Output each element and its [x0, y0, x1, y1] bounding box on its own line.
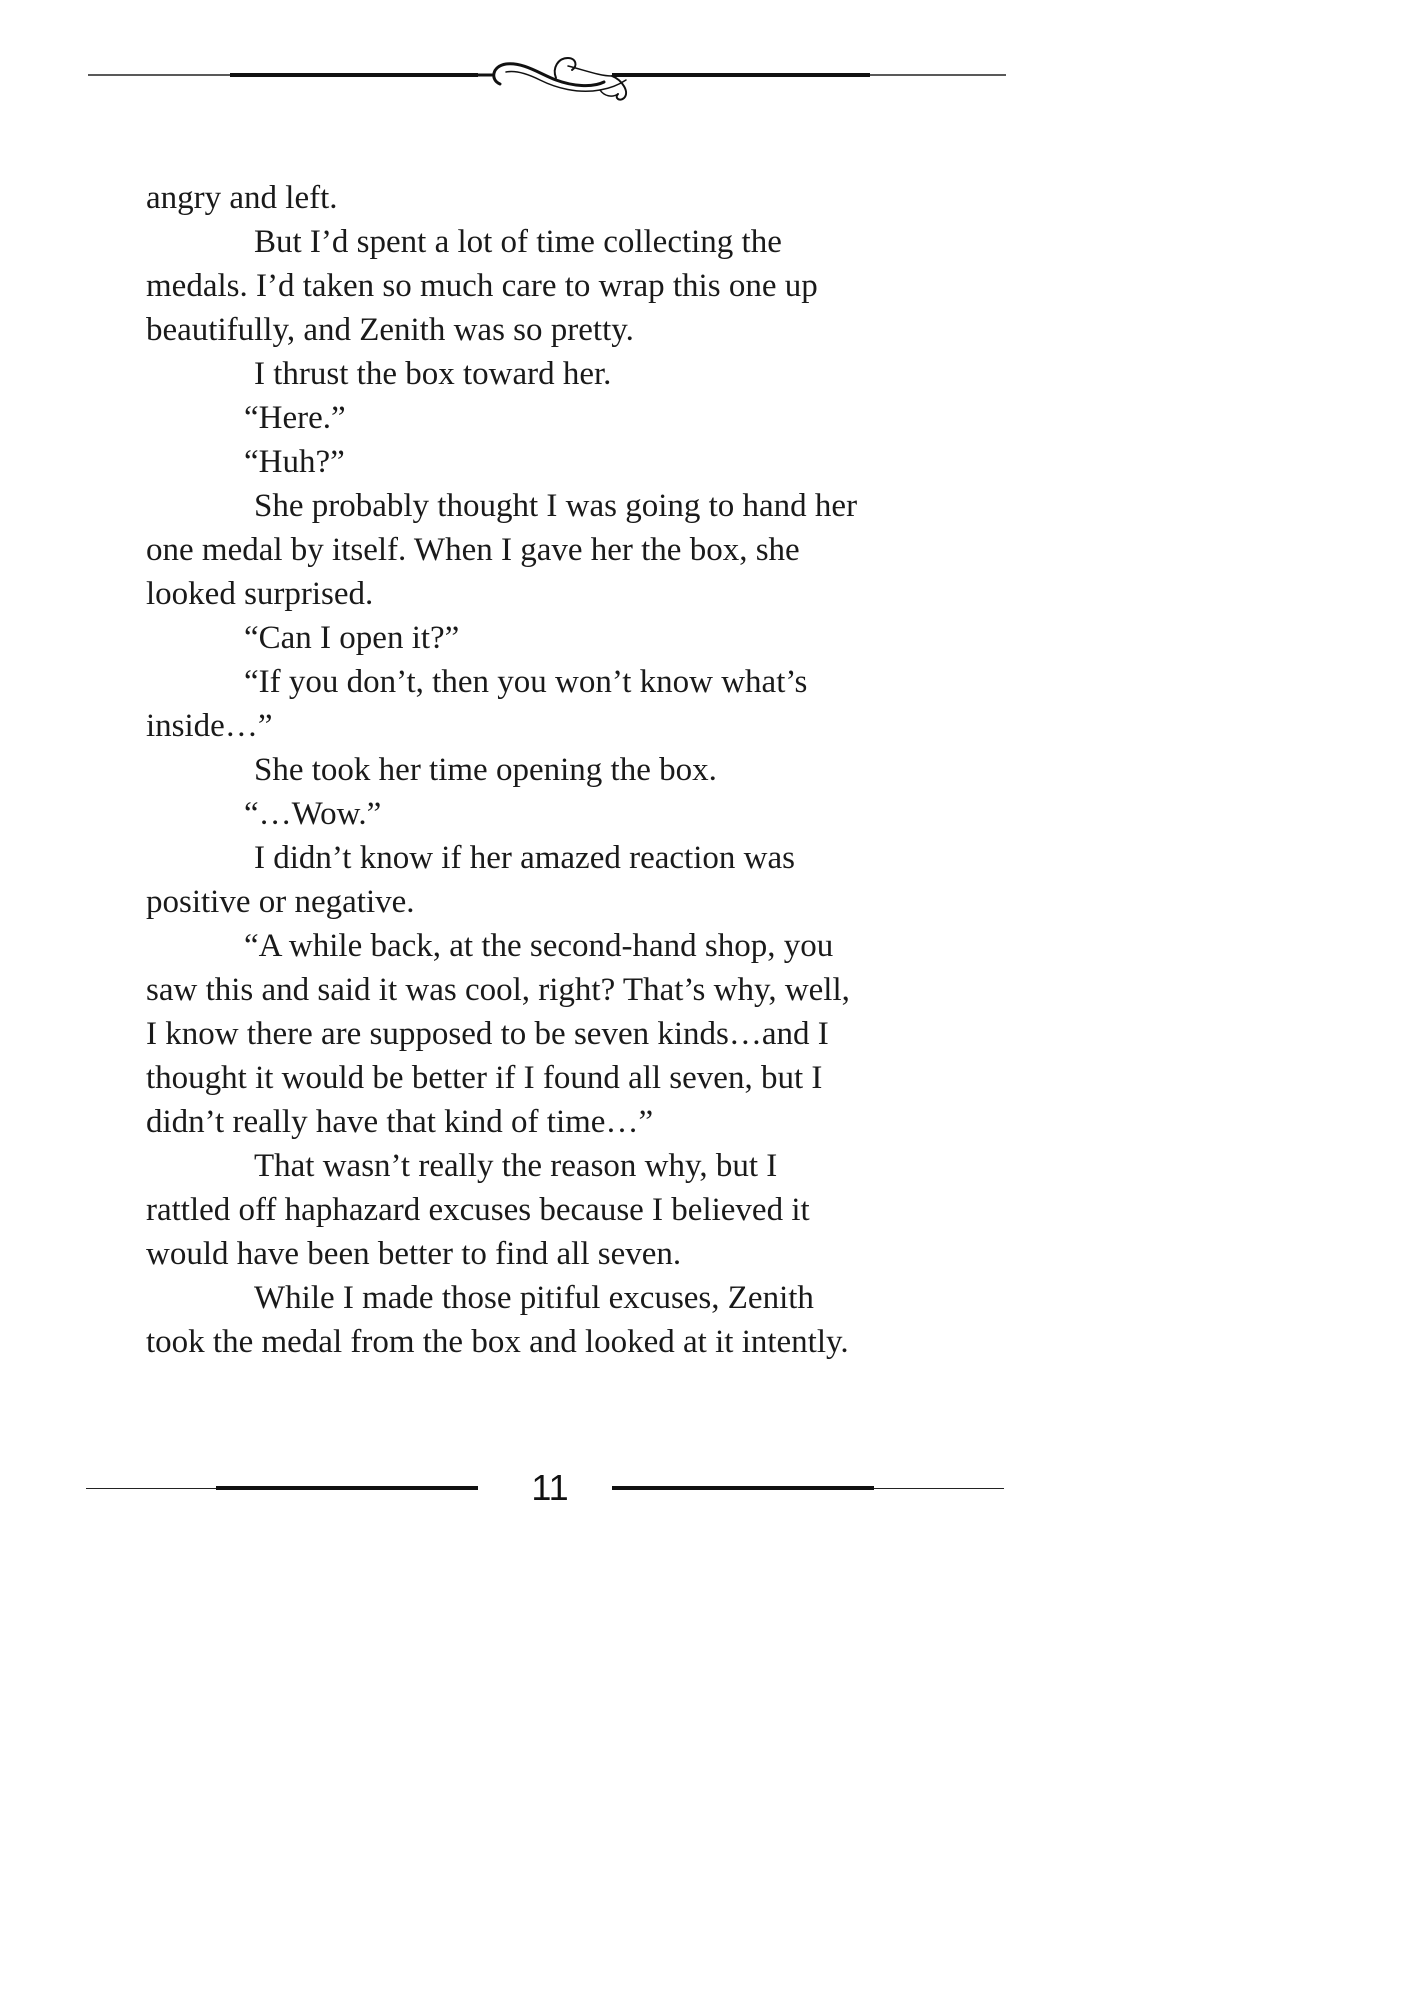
text-line: I didn’t know if her amazed reaction was — [254, 840, 795, 876]
text-line: beautifully, and Zenith was so pretty. — [146, 312, 634, 348]
page-body-text — [146, 176, 946, 1364]
text-line: I know there are supposed to be seven kinds…and I — [146, 1016, 829, 1052]
text-line: took the medal from the box and looked at it intently. — [146, 1324, 849, 1360]
text-line: looked surprised. — [146, 576, 374, 612]
footer-rule-left-thin — [86, 1488, 216, 1489]
footer-rule-right-thin — [874, 1488, 1004, 1489]
text-line: didn’t really have that kind of time…” — [146, 1104, 654, 1140]
text-line: She took her time opening the box. — [254, 752, 717, 788]
page-number: 11 — [531, 1467, 569, 1508]
text-line: one medal by itself. When I gave her the box, she — [146, 532, 800, 568]
text-line: “Here.” — [244, 400, 346, 436]
text-line: “Can I open it?” — [244, 620, 460, 656]
footer-rule-right-thick — [612, 1486, 874, 1490]
text-line: rattled off haphazard excuses because I believed it — [146, 1192, 810, 1228]
text-line: “A while back, at the second-hand shop, you — [244, 928, 834, 964]
text-line: That wasn’t really the reason why, but I — [254, 1148, 778, 1184]
text-line: She probably thought I was going to hand her — [254, 488, 858, 524]
header-flourish-ornament-icon — [0, 40, 1102, 110]
text-line: thought it would be better if I found all seven, but I — [146, 1060, 823, 1096]
text-line: inside…” — [146, 708, 273, 744]
text-line: “If you don’t, then you won’t know what’s — [244, 664, 808, 700]
text-line: “…Wow.” — [244, 796, 382, 832]
text-line: I thrust the box toward her. — [254, 356, 612, 392]
text-line: saw this and said it was cool, right? That’s why, well, — [146, 972, 850, 1008]
text-line: would have been better to find all seven. — [146, 1236, 682, 1272]
text-line: While I made those pitiful excuses, Zenith — [254, 1280, 814, 1316]
text-line: But I’d spent a lot of time collecting the — [254, 224, 782, 260]
text-line: positive or negative. — [146, 884, 415, 920]
flourish-scroll — [478, 58, 626, 100]
footer-rule-left-thick — [216, 1486, 478, 1490]
text-line: medals. I’d taken so much care to wrap this one up — [146, 268, 818, 304]
text-line: angry and left. — [146, 180, 338, 216]
page-footer — [0, 1460, 1102, 1520]
text-line: “Huh?” — [244, 444, 345, 480]
